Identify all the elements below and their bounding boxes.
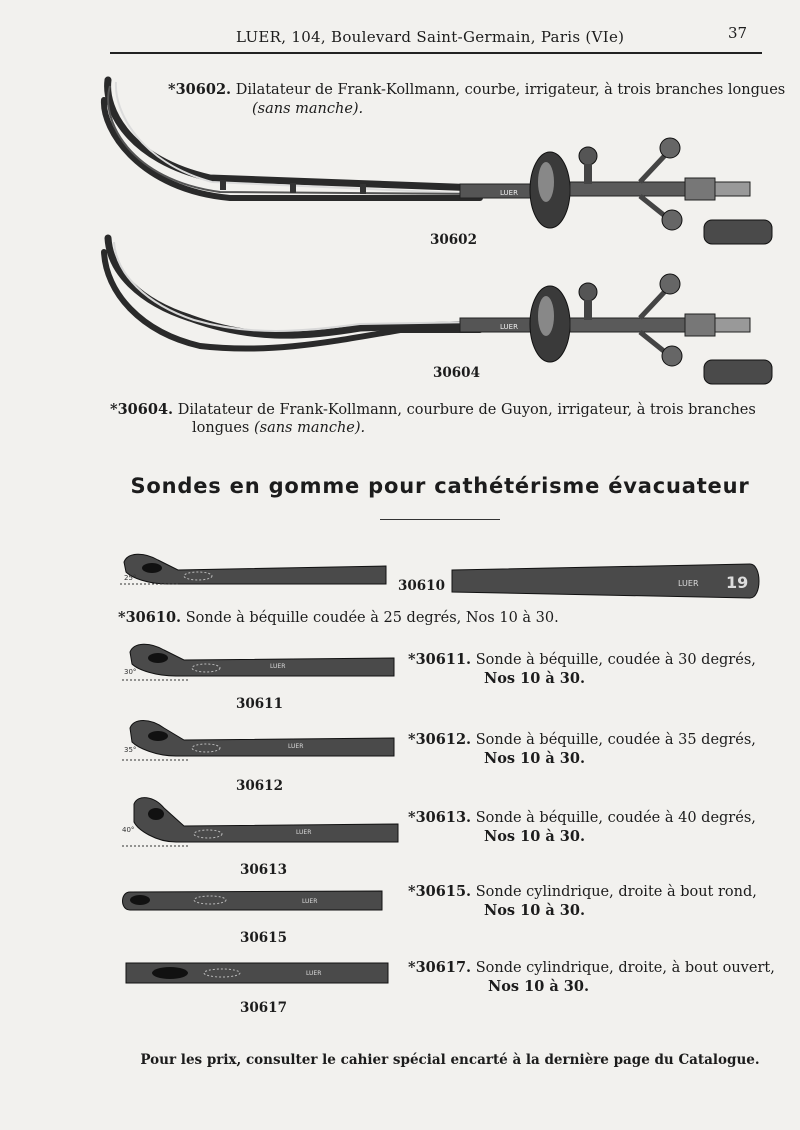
page-header <box>0 22 800 52</box>
fig-label-30612: 30612 <box>236 778 283 794</box>
sonde-30615-illustration <box>120 888 390 918</box>
entry-30612-ref: *30612. <box>408 731 472 748</box>
sonde-30613-illustration <box>120 796 400 852</box>
entry-30615-line1 <box>408 882 757 902</box>
entry-30612-desc: Sonde à béquille, coudée à 35 degrés, <box>475 732 756 748</box>
entry-30615-desc: Sonde cylindrique, droite à bout rond, <box>475 884 757 900</box>
fig-label-30615: 30615 <box>240 930 287 946</box>
dilator-30604-handle <box>460 274 772 384</box>
page-number: 37 <box>728 24 748 42</box>
entry-30602-line2: (sans manche). <box>252 101 364 117</box>
entry-30613-line1 <box>408 808 756 828</box>
entry-30617-desc: Sonde cylindrique, droite, à bout ouvert, <box>475 960 775 976</box>
fig-label-30611: 30611 <box>236 696 283 712</box>
entry-30611-desc: Sonde à béquille, coudée à 30 degrés, <box>475 652 756 668</box>
fig-label-30602: 30602 <box>430 232 477 248</box>
entry-30610-ref: *30610. <box>118 609 182 626</box>
sonde-30610-tube-engraving: LUER <box>678 579 699 588</box>
dilator-30604-branches <box>104 238 480 349</box>
entry-30604-desc: Dilatateur de Frank-Kollmann, courbure de Guyon, irrigateur, à trois branches <box>177 402 756 418</box>
sonde-30613-angle: 40° <box>122 826 135 834</box>
fig-label-30617: 30617 <box>240 1000 287 1016</box>
sonde-30612-engraving: LUER <box>288 743 304 750</box>
dilator-30604-engraving: LUER <box>500 323 518 331</box>
dilator-30602-handle <box>460 138 772 244</box>
sonde-30610-tube-number: 19 <box>726 573 749 592</box>
sonde-30610-angle: 25° <box>124 574 137 582</box>
sonde-30610-tube-illustration <box>450 562 766 602</box>
header-rule <box>110 52 762 54</box>
sonde-30612-illustration <box>120 718 400 766</box>
entry-30611-ref: *30611. <box>408 651 472 668</box>
entry-30613-line2: Nos 10 à 30. <box>484 828 586 845</box>
fig-label-30613: 30613 <box>240 862 287 878</box>
sonde-30615-engraving: LUER <box>302 898 318 905</box>
section-title: Sondes en gomme pour cathétérisme évacuateur <box>130 474 750 498</box>
entry-30610-line1 <box>118 608 559 628</box>
sonde-30612-angle: 35° <box>124 746 137 754</box>
footer-note: Pour les prix, consulter le cahier spécial encarté à la dernière page du Catalogue. <box>140 1052 760 1068</box>
entry-30615-ref: *30615. <box>408 883 472 900</box>
entry-30611-line2: Nos 10 à 30. <box>484 670 586 687</box>
dilator-30604-illustration <box>100 232 780 382</box>
entry-30617-line1 <box>408 958 775 978</box>
entry-30617-line2: Nos 10 à 30. <box>488 978 590 995</box>
sonde-30617-engraving: LUER <box>306 970 322 977</box>
fig-label-30604: 30604 <box>433 365 480 381</box>
entry-30612-line1 <box>408 730 756 750</box>
entry-30615-line2: Nos 10 à 30. <box>484 902 586 919</box>
sonde-30611-engraving: LUER <box>270 663 286 670</box>
section-rule <box>380 519 500 520</box>
entry-30602-desc: Dilatateur de Frank-Kollmann, courbe, irrigateur, à trois branches longues <box>235 82 786 98</box>
fig-label-30610: 30610 <box>398 578 445 594</box>
entry-30604-desc2: longues <box>192 420 250 436</box>
entry-30617-ref: *30617. <box>408 959 472 976</box>
header-title: LUER, 104, Boulevard Saint-Germain, Paris (VIe) <box>236 28 625 46</box>
dilator-30602-branches <box>104 80 480 198</box>
dilator-30602-illustration <box>100 70 780 240</box>
entry-30604-ref: *30604. <box>110 401 174 418</box>
sonde-30613-engraving: LUER <box>296 829 312 836</box>
entry-30611-line1 <box>408 650 756 670</box>
entry-30604-line1 <box>110 400 756 420</box>
entry-30604-desc2-italic: (sans manche). <box>253 420 366 436</box>
entry-30613-ref: *30613. <box>408 809 472 826</box>
sonde-30617-illustration <box>124 960 394 988</box>
dilator-30602-engraving: LUER <box>500 189 518 197</box>
entry-30613-desc: Sonde à béquille, coudée à 40 degrés, <box>475 810 756 826</box>
entry-30610-desc: Sonde à béquille coudée à 25 degrés, Nos 10 à 30. <box>185 610 559 626</box>
sonde-30611-illustration <box>120 640 400 684</box>
sonde-30611-angle: 30° <box>124 668 137 676</box>
entry-30602-ref: *30602. <box>168 81 232 98</box>
entry-30604-line2 <box>192 419 365 438</box>
entry-30612-line2: Nos 10 à 30. <box>484 750 586 767</box>
sonde-30610-illustration <box>118 548 398 592</box>
